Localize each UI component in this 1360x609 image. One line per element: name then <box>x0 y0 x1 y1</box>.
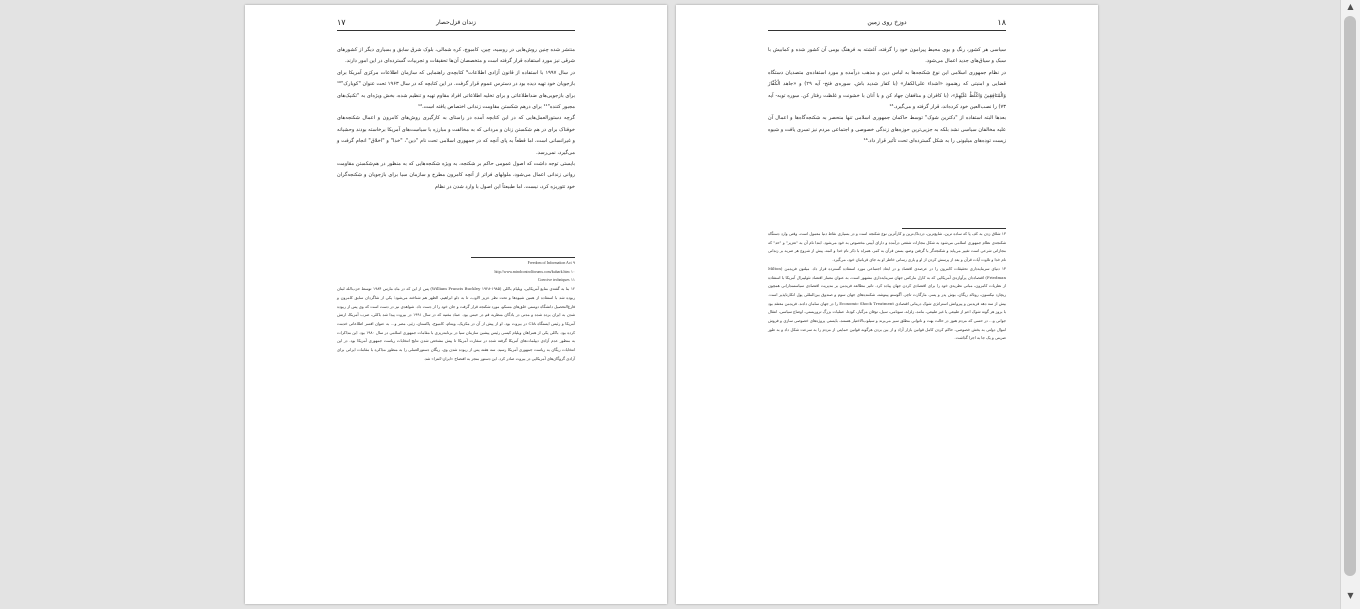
footnote-marker: ۱۰ <box>570 268 575 274</box>
footnote <box>337 276 575 285</box>
paragraph: گرچه دستورالعمل‌هایی که در این کتابچه آمده در راستای به کارگیری روش‌های کامرون و اعمال شکنجه‌های خوفناک برای در هم شکستن زنان و مردانی که به مخالفت و مبارزه با سیاست‌های آمریکا برخاسته بودند وحشیانه و غیرانسانی است، اما قطعاً به پای آنچه که در جمهوری اسلامی تحت نام "دین"، "خدا" و "اخلاق" انجام گرفت و می‌گیرد، نمی‌رسد. <box>337 115 575 156</box>
footnote-marker: ۱۴ <box>1001 265 1006 271</box>
paragraph: بایستی توجه داشت که اصول عمومی حاکم بر شکنجه، به ویژه شکنجه‌هایی که به منظور در هم‌شکستن مقاومت روانی زندانی اعمال می‌شود، ملولهای فراتر از آنچه کامرون مطرح و سازمان سیا برای بازجویان و شکنجه‌گران خود تئوریزه کرد، نیست. اما طبیعتاً این اصول با وارد شدن در نظام <box>337 161 575 190</box>
page-18 <box>676 5 1098 604</box>
scrollbar-thumb[interactable] <box>1344 16 1356 576</box>
footnote-link[interactable]: http://www.mindcontrolforums.com/kubark.htm <box>494 269 570 274</box>
running-title: زندان قزل‌حصار <box>436 19 476 26</box>
footnote <box>337 285 575 363</box>
running-head <box>768 19 1006 31</box>
footnote-marker: ۱۳ <box>1001 231 1006 236</box>
paragraph: منتشر شده چنین روش‌هایی در روسیه، چین، کامبوج، کره شمالی، بلوک شرق سابق و بسیاری دیگر از کشورهای شرقی نیز مورد استفاده قرار گرفته است و متخصصان آن‌ها تحقیقات و تجربیات گسترده‌ای در این امور دارند. <box>337 47 575 65</box>
footnote-marker: ۱۲ <box>570 286 575 292</box>
paragraph: در نظام جمهوری اسلامی این نوع شکنجه‌ها به لباس دین و مذهب درآمده و مورد استفاده‌ی متصدیان دستگاه قضایی و امنیتی که رهنمود «اشداء علی‌الکفار» (با کفار شدید باش. سوره‌ی فتح- آیه ۲۹) و «جاهد الْکُفَّارَ وَالْمُنَافِقِینَ وَاغْلُظْ عَلَیْهِمْ»، (با کافران و منافقان جهاد کن و با آنان با خشونت و غلظت رفتار کن. سوره توبه- آیه ۷۳) را نصب‌العین خود کرده‌اند، قرار گرفته و می‌گیرد.¹³ <box>768 69 1006 111</box>
footnote-text: بنا به گفته‌ی منابع آمریکایی، ویلیام باکلی (William Francis Buckley ۱۹۲۸-۱۹۸۵) پس از این که در ماه مارس ۱۹۸۴ توسط حزب‌الله لبنان ربوده شد با استفاده از همین شیوه‌ها و تحت نظر عزیز الاوب، تا به دلو ابراهیم، الظهر هم شناخته می‌شود؛ یکی از شاگردان سابق کامرون و فارغ‌التحصیل دانشگاه دوستی خلق‌های مسکو، مورد شکنجه قرار گرفت و جان خود را از دست داد. شواهدی نیز در دست است که وی پس از ربوده شدن به ایران برده شده و مدتی در یادگان منظریه قم در حبس بود. عماد مغنیه که در سال ۱۹۹۱ در بیروت پیدا شد باکلی، ضرب آمریکا، ارتش آمریکا و رئیس ایستگاه CIA در بیروت بود. او از پیش از آن در مکزیک، ویتنام، کامبوج، پاکستان، زئیر، مصر و... به عنوان افسر اطلاعاتی خدمت کرده بود. باکلی یکی از همراهان ویلیام کیسی رئیس پیشین سازمان سیا در برنامه‌ریزی با مقامات جمهوری اسلامی در سال ۱۹۸۰ بود. این مذاکرات به منظور عدم آزادی دیپلمات‌های آمریکا گرفته شده در سفارت آمریکا تا پیش مشخص شدن نتایج انتخابات ریاست جمهوری آمریکا بود. در این انتخابات ریگان به ریاست جمهوری آمریکا رسید. سه هفته پس از ربوده شدن وی، ریگان دستورالعملی را به منظور مذاکره با مقامات ایرانی برای آزادی گروگان‌های آمریکایی در بیروت صادر کرد. این دستور منجر به افتضاح «ایران-کنترا» شد. <box>337 286 575 361</box>
footnotes <box>337 259 575 363</box>
footnote-rule <box>902 228 1006 229</box>
footnote <box>337 268 575 277</box>
page-number: ۱۸ <box>997 18 1006 27</box>
footnotes <box>768 230 1006 343</box>
body-text <box>768 45 1006 148</box>
footnote <box>768 265 1006 343</box>
footnote-text: Freedom of Information Act <box>527 261 572 265</box>
footnote-marker: ۹ <box>572 260 575 265</box>
footnote <box>337 259 575 268</box>
page-number: ۱۷ <box>337 18 346 27</box>
paragraph: بعدها البته استفاده از "دکترین شوک" توسط حاکمان جمهوری اسلامی تنها منحصر به شکنجه‌گاه‌ها و اعمال آن علیه مخالفان سیاسی نشد بلکه به جزیی‌ترین حوزه‌های زندگی خصوصی و اجتماعی مردم نیز تسری یافت و شیوه زیست توده‌های میلیونی را به شکل گسترده‌ای تحت تأثیر قرار داد.¹⁴ <box>768 115 1006 145</box>
page-17 <box>245 5 667 604</box>
body-text <box>337 45 575 193</box>
footnote-rule <box>471 257 575 258</box>
vertical-scrollbar[interactable] <box>1340 0 1360 609</box>
scroll-up-arrow-icon[interactable]: ▲ <box>1347 2 1354 11</box>
footnote-text: Coercive techniques <box>537 278 570 283</box>
footnote-text: شلاق زدن به کف پا که ساده ترین، شایع‌ترین، دردناک‌ترین و کارآترین نوع شکنجه است و در بسیاری نقاط دنیا معمول است، وقتی وارد دستگاه شکنجه‌ی نظام جمهوری اسلامی می‌شود به شکل مجازات شفعی درآمده و دارای آیینی مخصوص به خود می‌شود. ابتدا نام آن به "تعزیر" و "حد" که مجازاتی شرعی است تغییر می‌یابد و شکنجه‌گر با گرفتن وضو، بستن قرآن به کمر، همراه با ذکر نام خدا و ائمه، پیش از شروع هر ضربه بر زندانی نام خدا و تلاوت آیات قرآن و بعد از پرسش کردن از او و یاری رسانی خاطر او به جای قربانیان خود، می‌گیرد. <box>768 231 1006 263</box>
footnote-text: دنیای سرمایه‌داری تحقیقات کامرون را در عرصه‌ی اقتصاد و در ابعاد اجتماعی مورد استفاده گسترده قرار داد. میلتون فریدمن (Milton Friedman) اقتصاددان پرآوازه‌ی آمریکایی که به کارل مارکس جهان سرمایه‌داری مشهور است، به عنوان معمار اقتصاد نئولیبرال آمریکا با استفاده از نظریات کامرون، مبانی نظریه‌ی خود را برای اقتصادی کردن جهان پیاده کرد. تاثیر مطالعه فریدمن بر مدیریت اقتصادی سیاستمدارانی همچون ریچارد نیکسون، رونالد ریگان، بوش پدر و پسر، مارگارت تاچر، آگوستو پینوشه، شکننده‌های جهان سوم و صندوق بین‌المللی پول انکارناپذیر است. بیش از سه دهه فریدمن و پیروانش استراتژی شوک درمانی اقتصادی Economic Shock Treatment را در جهان سامان دادند. فریدمن معتقد بود با بروز هر گونه شوک اعم از طبیعی یا غیر طبیعی، مانند، زلزله، سونامی، سیل، توفان مرگبار، کودتا، عملیات بزرگ تروریستی، اوضاع سیاسی، انتقال جوانی و... در حسی که مردم هنوز در حالت بهت و ناتوانی مطلق سیر می‌برند و سیلوب‌الاختیار هستند، بایستی پروژه‌های خصوصی سازی و فروش اموال دولتی به بخش خصوصی، حاکم کردن کامل قوانین بازار آزاد و از بین بردن هرگونه قوانین حمایتی از مردم را به سرعت شکل داد و به طور ضربتی و یک جا به اجرا گذاشت. <box>768 265 1007 341</box>
paragraph: سیاسی هر کشور، رنگ و بوی محیط پیرامون خود را گرفته، آغشته به فرهنگ بومی آن کشور شده و کمابیش با سبک و سیاق‌های جدید اعمال می‌شود. <box>768 47 1006 65</box>
footnote <box>768 230 1006 265</box>
footnote-marker: ۱۱ <box>570 277 575 283</box>
running-title: دوزخ روی زمین <box>867 19 907 26</box>
running-head <box>337 19 575 31</box>
scroll-down-arrow-icon[interactable]: ▼ <box>1347 591 1354 600</box>
paragraph: در سال ۱۹۹۷ با استفاده از قانون آزادی اطلاعات⁹ کتابچه‌ی راهنمایی که سازمان اطلاعات مرکزی آمریکا برای بازجویان خود تهیه دیده بود در دسترس عموم قرار گرفت. در این کتابچه که در سال ۱۹۶۳ تحت عنوان "کوبارک"¹⁰ برای بازجویی‌های ضداطلاعاتی و برای تخلیه اطلاعاتی افراد مقاوم تهیه و تنظیم شده، بخش ویژه‌ای به "تکنیک‌های مجبور کننده"¹¹ برای درهم شکستن مقاومت زندانی اختصاص یافته است.¹² <box>337 69 575 111</box>
